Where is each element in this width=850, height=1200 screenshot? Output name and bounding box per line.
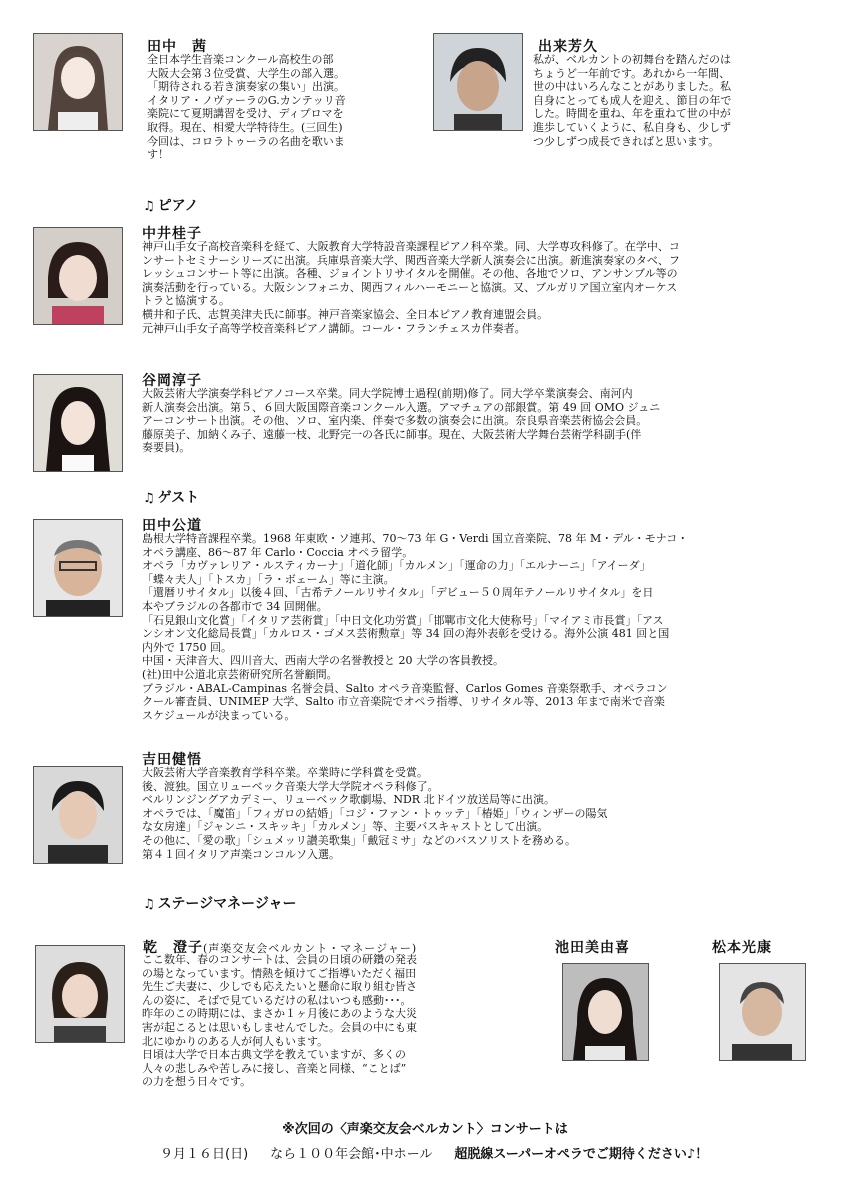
bio-line: オペラ「カヴァレリア・ルスティカーナ」「道化師」「カルメン」「運命の力」「エルナーニ」「アイーダ」 (142, 559, 651, 573)
bio-line: 全日本学生音楽コンクール高校生の部 (147, 53, 334, 66)
manager-role: (声楽交友会ベルカント・マネージャー) (203, 942, 418, 955)
bio-line: つ少しずつ成長できればと思います。 (533, 134, 720, 148)
portrait-tanaka-akane (33, 33, 123, 131)
bio-line: 第４１回イタリア声楽コンコルソ入選。 (142, 847, 340, 861)
bio-line: 新人演奏会出演。第５、６回大阪国際音楽コンクール入選。アマチュアの部銀賞。第 49 回 OMO ジュニ (142, 400, 661, 414)
bio-line: 本やブラジルの各都市で 34 回開催。 (142, 599, 328, 613)
portrait-tanioka-junko (33, 374, 123, 472)
bio-line: クール審査員、UNIMEP 大学、Salto 市立音楽院でオペラ指導、リサイタル等、2013 年まで南米で音楽 (142, 695, 665, 709)
bio-line: ンシオン文化総局長賞」「カルロス・ゴメス芸術勲章」等 34 回の海外表彰を受ける。海外公演 481 回と国 (142, 627, 670, 641)
concert-date: ９月１６日(日) (160, 1147, 249, 1162)
bio-line: 先生ご夫妻に、少しでも応えたいと懸命に取り組む皆さ (142, 980, 417, 994)
bio-line: 取得。現在、相愛大学特待生。(三回生) (147, 120, 343, 134)
bio-line: 害が起こるとは思いもしませんでした。会員の中にも東 (142, 1020, 417, 1034)
portrait-tanaka-kimichi (33, 519, 123, 617)
bio-line: 元神戸山手女子高等学校音楽科ピアノ講師。コール・フランチェスカ伴奏者。 (142, 321, 526, 335)
bio-line: トラと協演する。 (142, 294, 230, 308)
section-title: ステージマネージャー (157, 896, 297, 912)
guest-name-tanaka-kimichi: 田中公道 (142, 518, 202, 534)
staff-name-ikeda: 池田美由喜 (555, 940, 630, 956)
guest-bio-yoshida (142, 766, 807, 861)
staff-name-matsumoto: 松本光康 (712, 940, 772, 956)
portrait-inui-sumiko (35, 945, 125, 1043)
bio-line: イタリア・ノヴァーラのG.カンテッリ音 (147, 93, 346, 107)
bio-line: (社)田中公道北京芸術研究所名誉顧問。 (142, 667, 338, 681)
portrait-nakai-keiko (33, 227, 123, 325)
concert-message: 超脱線スーパーオペラでご期待ください♪！ (454, 1147, 709, 1162)
pianist-bio-nakai (142, 240, 802, 335)
pianist-name-nakai: 中井桂子 (142, 226, 202, 242)
bio-line: 「還暦リサイタル」以後４回、「古希テノールリサイタル」「デビュー５０周年テノールリサイタル」を日 (142, 586, 654, 600)
bio-line: 奏要員)。 (142, 441, 191, 455)
bio-line: んの姿に、そばで見ているだけの私はいつも感動･･･。 (142, 993, 412, 1007)
bio-line: ベルリンジングアカデミー、リューベック歌劇場、NDR 北ドイツ放送局等に出演。 (142, 793, 556, 807)
bio-line: 藤原美子、加納くみ子、遠藤一枝、北野完一の各氏に師事。現在、大阪芸術大学舞台芸術学科副手(伴 (142, 427, 642, 441)
section-heading-piano (143, 195, 199, 215)
bio-line: ブラジル・ABAL-Campinas 名誉会員、Salto オペラ音楽監督、Carlos Gomes 音楽祭歌手、オペラコン (142, 681, 668, 695)
bio-line: 後、渡独。国立リューベック音楽大学大学院オペラ科修了。 (142, 779, 439, 793)
portrait-ikeda (562, 963, 649, 1061)
performer-name-tanaka-akane: 田中 茜 (147, 39, 207, 55)
bio-line: 昨年のこの時期には、まさか１ヶ月後にあのような大災 (142, 1007, 417, 1021)
bio-line: な女房達」「ジャンニ・スキッキ」「カルメン」等、主要バスキャストとして出演。 (142, 820, 549, 834)
manager-name: 乾 澄子 (143, 940, 203, 956)
bio-line: の力を想う日々です。 (142, 1075, 252, 1089)
music-note-icon: ♫ (143, 199, 155, 214)
guest-name-yoshida: 吉田健悟 (142, 752, 202, 768)
bio-line: 演奏活動を行っている。大阪シンフォニカ、関西フィルハーモニーと協演。又、ブルガリア国立室内オーケス (142, 280, 678, 294)
portrait-dekita-yoshihisa (433, 33, 523, 131)
bio-line: す！ (147, 148, 169, 162)
next-concert-notice: ※次回の〈声楽交友会ベルカント〉コンサートは (282, 1122, 568, 1137)
bio-line: 内外で 1750 回。 (142, 640, 232, 654)
bio-line: 進歩していくように、私自身も、少しず (533, 120, 731, 134)
performer-bio-dekita (533, 53, 808, 148)
portrait-matsumoto (719, 963, 806, 1061)
bio-line: 大阪芸術大学演奏学科ピアノコース卒業。同大学院博士過程(前期)修了。同大学卒業演奏会、南河内 (142, 387, 633, 400)
bio-line: オペラ講座、86～87 年 Carlo・Coccia オペラ留学。 (142, 545, 414, 559)
next-concert-details (160, 1143, 708, 1162)
bio-line: 大阪大会第３位受賞、大学生の部入選。 (147, 66, 345, 80)
bio-line: ここ数年、春のコンサートは、会員の日頃の研鑽の発表 (142, 953, 417, 966)
section-heading-guest (143, 487, 199, 507)
music-note-icon: ♫ (143, 897, 155, 912)
bio-line: アーコンサート出演。その他、ソロ、室内楽、伴奏で多数の演奏会に出演。奈良県音楽芸術協会会員。 (142, 414, 648, 428)
bio-line: の場となっています。情熱を傾けてご指導いただく福田 (142, 966, 417, 980)
bio-line: 「石見銀山文化賞」「イタリア芸術賞」「中日文化功労賞」「邯鄲市文化大使称号」「マイアミ市長賞」「アス (142, 613, 664, 627)
pianist-name-tanioka: 谷岡淳子 (142, 373, 202, 389)
performer-name-dekita: 出来芳久 (538, 39, 598, 55)
concert-venue: なら１００年会館･中ホール (270, 1147, 433, 1162)
bio-line: 楽院にて夏期講習を受け、ディプロマを (147, 107, 344, 121)
section-title: ゲスト (157, 490, 200, 506)
bio-line: 島根大学特音課程卒業。1968 年東欧・ソ連邦、70～73 年 G・Verdi 国立音楽院、78 年 M・デル・モナコ・ (142, 532, 689, 545)
bio-line: レッシュコンサート等に出演。各種、ジョイントリサイタルを開催。その他、各地でソロ、アンサンブル等の (142, 267, 678, 281)
manager-bio-inui (142, 953, 512, 1089)
bio-line: 神戸山手女子高校音楽科を経て、大阪教育大学特設音楽課程ピアノ科卒業。同、大学専攻科修了。在学中、コ (142, 240, 680, 253)
pianist-bio-tanioka (142, 387, 802, 455)
bio-line: 北にゆかりのある人が何人もいます。 (142, 1034, 329, 1048)
bio-line: 自身にとっても成人を迎え、節目の年で (533, 93, 732, 107)
section-heading-stage-manager (143, 893, 297, 913)
bio-line: スケジュールが決まっている。 (142, 708, 296, 722)
bio-line: 人々の悲しみや苦しみに接し、音楽と同様、“ことば” (142, 1061, 407, 1075)
portrait-yoshida-kengo (33, 766, 123, 864)
guest-bio-tanaka-kimichi (142, 532, 807, 722)
bio-line: 世の中はいろんなことがありました。私 (533, 80, 731, 94)
bio-line: 私が、ベルカントの初舞台を踏んだのは (533, 53, 731, 66)
performer-bio-tanaka-akane (147, 53, 417, 162)
bio-line: 大阪芸術大学音楽教育学科卒業。卒業時に学科賞を受賞。 (142, 766, 428, 779)
section-title: ピアノ (157, 198, 199, 214)
bio-line: した。時間を重ね、年を重ねて世の中が (533, 107, 731, 121)
music-note-icon: ♫ (143, 491, 155, 506)
bio-line: 横井和子氏、志賀美津夫氏に師事。神戸音楽家協会、全日本ピアノ教育連盟会員。 (142, 307, 549, 321)
bio-line: 今回は、コロラトゥーラの名曲を歌いま (147, 134, 345, 148)
bio-line: 日頃は大学で日本古典文学を教えていますが、多くの (142, 1048, 406, 1062)
bio-line: 「蝶々夫人」「トスカ」「ラ・ボェーム」等に主演。 (142, 572, 395, 586)
bio-line: 「期待される若き演奏家の集い」出演。 (147, 80, 345, 94)
bio-line: 中国・天津音大、四川音大、西南大学の名誉教授と 20 大学の客員教授。 (142, 654, 504, 668)
bio-line: オペラでは、「魔笛」「フィガロの結婚」「コジ・ファン・トゥッテ」「椿姫」「ウィンザーの陽気 (142, 806, 608, 820)
bio-line: ンサートセミナーシリーズに出演。兵庫県音楽大学、関西音楽大学新人演奏会に出演。新進演奏家のタベ、フ (142, 253, 680, 267)
bio-line: ちょうど一年前です。あれから一年間、 (533, 66, 731, 80)
bio-line: その他に、「愛の歌」「シュメッリ讃美歌集」「戴冠ミサ」などのバスソリストを務める。 (142, 833, 577, 847)
